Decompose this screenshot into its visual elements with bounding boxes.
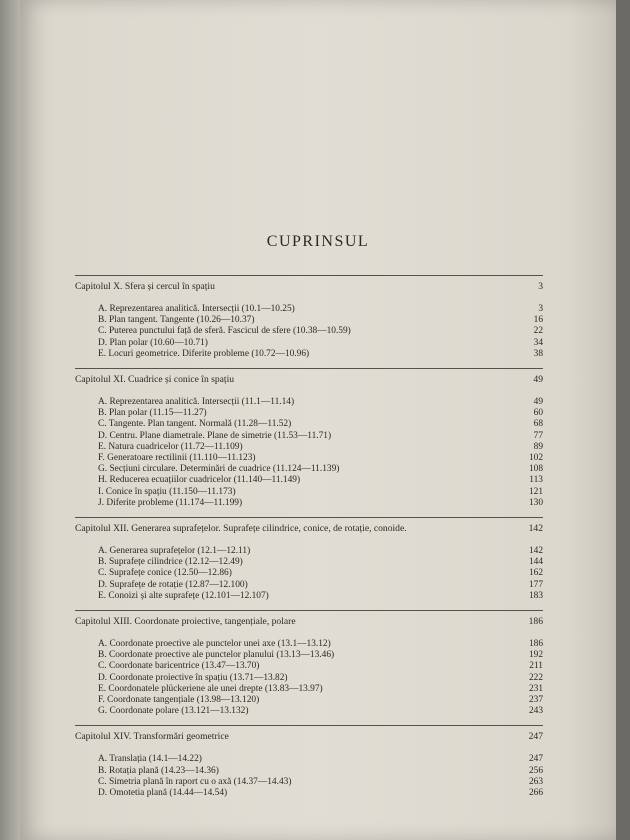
section-page-number: 22 [533, 326, 543, 337]
section-title: A. Reprezentarea analitică. Intersecții (10.1—10.25) [98, 304, 295, 314]
section-entry [75, 419, 543, 430]
section-entry [75, 349, 543, 360]
section-page-number: 266 [528, 788, 543, 799]
chapter-entry [75, 523, 543, 535]
section-entry [75, 650, 543, 661]
section-entry [75, 338, 543, 349]
section-title: E. Natura cuadricelor (11.72—11.109) [98, 441, 243, 452]
section-entry [75, 673, 543, 684]
section-page-number: 108 [528, 464, 543, 475]
section-page-number: 130 [528, 497, 543, 508]
section-page-number: 256 [528, 765, 543, 776]
section-entry [75, 464, 543, 475]
section-entry [75, 661, 543, 672]
chapter-block [75, 276, 543, 368]
section-title: C. Puterea punctului față de sferă. Fascicul de sfere (10.38—10.59) [98, 326, 351, 337]
section-entry [75, 591, 543, 602]
section-title: D. Centru. Plane diametrale. Plane de simetrie (11.53—11.71) [98, 430, 332, 441]
chapter-entry [75, 616, 543, 628]
chapter-page-number: 3 [538, 281, 543, 292]
section-entry [75, 475, 543, 486]
section-title: A. Reprezentarea analitică. Intersecții (11.1—11.14) [98, 397, 295, 408]
section-entry [75, 788, 543, 799]
section-entry [75, 639, 543, 650]
section-entry [75, 304, 543, 315]
chapter-page-number: 186 [528, 616, 543, 628]
chapter-entry [75, 374, 543, 386]
section-entry [75, 397, 543, 408]
section-page-number: 247 [528, 754, 543, 765]
chapter-title: Capitolul XII. Generarea suprafețelor. Suprafețe cilindrice, conice, de rotație, conoide. [75, 523, 407, 535]
section-title: B. Rotația plană (14.23—14.36) [98, 765, 219, 776]
section-entry [75, 754, 543, 765]
section-page-number: 263 [528, 776, 543, 787]
chapter-block [75, 369, 543, 517]
section-title: D. Omotetia plană (14.44—14.54) [98, 788, 228, 799]
section-title: G. Secțiuni circulare. Determinări de cuadrice (11.124—11.139) [98, 464, 340, 475]
section-title: G. Coordonate polare (13.121—13.132) [98, 706, 249, 717]
section-page-number: 89 [533, 441, 543, 452]
section-page-number: 3 [538, 304, 543, 314]
section-title: D. Suprafețe de rotație (12.87—12.100) [98, 579, 248, 590]
section-page-number: 49 [533, 397, 543, 408]
section-page-number: 186 [528, 639, 543, 650]
chapter-page-number: 49 [533, 374, 543, 386]
section-page-number: 231 [528, 683, 543, 694]
section-entry [75, 706, 543, 717]
section-entry [75, 557, 543, 568]
section-page-number: 68 [533, 419, 543, 430]
section-title: B. Suprafețe cilindrice (12.12—12.49) [98, 557, 243, 568]
section-entry [75, 431, 543, 442]
section-page-number: 113 [529, 475, 543, 486]
page-title: CUPRINSUL [266, 233, 370, 250]
section-title: B. Coordonate proective ale punctelor planului (13.13—13.46) [98, 650, 335, 661]
section-entry [75, 487, 543, 498]
section-page-number: 16 [533, 315, 543, 326]
section-title: A. Coordonate proective ale punctelor unei axe (13.1—13.12) [98, 639, 331, 650]
section-entry [75, 408, 543, 419]
section-page-number: 243 [528, 706, 543, 717]
chapter-block [75, 518, 543, 610]
section-title: E. Locuri geometrice. Diferite probleme (10.72—10.96) [98, 348, 310, 359]
section-entry [75, 442, 543, 453]
chapter-page-number: 247 [528, 731, 543, 743]
section-page-number: 60 [533, 408, 543, 419]
section-page-number: 77 [533, 430, 543, 441]
section-title: A. Generarea suprafețelor (12.1—12.11) [98, 546, 251, 557]
section-page-number: 222 [528, 672, 543, 683]
chapter-title: Capitolul XI. Cuadrice și conice în spațiu [75, 374, 235, 386]
section-title: H. Reducerea ecuațiilor cuadricelor (11.140—11.149) [98, 475, 301, 486]
chapter-entry [75, 281, 543, 293]
section-page-number: 177 [528, 579, 543, 590]
section-title: C. Tangente. Plan tangent. Normală (11.28—11.52) [98, 419, 292, 430]
section-title: C. Coordonate baricentrice (13.47—13.70) [98, 661, 260, 672]
section-title: E. Coordonatele plückeriene ale unei drepte (13.83—13.97) [98, 683, 323, 694]
section-entry [75, 684, 543, 695]
section-entry [75, 546, 543, 557]
section-page-number: 237 [528, 695, 543, 706]
book-spine-edge [0, 0, 20, 840]
chapter-title: Capitolul X. Sfera și cercul în spațiu [75, 281, 215, 292]
section-title: J. Diferite probleme (11.174—11.199) [98, 497, 243, 508]
chapter-entry [75, 731, 543, 743]
section-title: B. Plan polar (11.15—11.27) [98, 408, 207, 419]
section-title: D. Plan polar (10.60—10.71) [98, 337, 208, 348]
section-title: C. Suprafețe conice (12.50—12.86) [98, 568, 232, 579]
section-entry [75, 315, 543, 326]
section-title: F. Coordonate tangențiale (13.98—13.120) [98, 695, 260, 706]
table-of-contents [75, 275, 543, 807]
section-title: A. Translația (14.1—14.22) [98, 754, 202, 765]
section-page-number: 144 [528, 557, 543, 568]
chapter-block [75, 611, 543, 725]
section-page-number: 142 [528, 546, 543, 557]
section-entry [75, 453, 543, 464]
section-page-number: 38 [533, 348, 543, 359]
book-page [20, 0, 616, 840]
chapter-block [75, 726, 543, 807]
section-page-number: 102 [528, 453, 543, 464]
section-page-number: 211 [529, 661, 543, 672]
section-entry [75, 326, 543, 337]
section-title: B. Plan tangent. Tangente (10.26—10.37) [98, 315, 255, 326]
section-title: C. Simetria plană în raport cu o axă (14.37—14.43) [98, 776, 292, 787]
section-page-number: 183 [528, 590, 543, 601]
section-title: E. Conoizi și alte suprafețe (12.101—12.107) [98, 590, 269, 601]
section-page-number: 121 [528, 486, 543, 497]
section-page-number: 34 [533, 337, 543, 348]
section-entry [75, 695, 543, 706]
section-entry [75, 777, 543, 788]
section-entry [75, 766, 543, 777]
chapter-page-number: 142 [528, 523, 543, 535]
chapter-title: Capitolul XIV. Transformări geometrice [75, 731, 229, 743]
chapter-title: Capitolul XIII. Coordonate proiective, tangențiale, polare [75, 616, 296, 628]
section-title: D. Coordonate proiective în spațiu (13.71—13.82) [98, 672, 288, 683]
section-entry [75, 568, 543, 579]
section-page-number: 162 [528, 568, 543, 579]
section-title: F. Generatoare rectilinii (11.110—11.123) [98, 453, 256, 464]
section-page-number: 192 [528, 650, 543, 661]
section-entry [75, 498, 543, 509]
section-entry [75, 580, 543, 591]
section-title: I. Conice în spațiu (11.150—11.173) [98, 486, 236, 497]
